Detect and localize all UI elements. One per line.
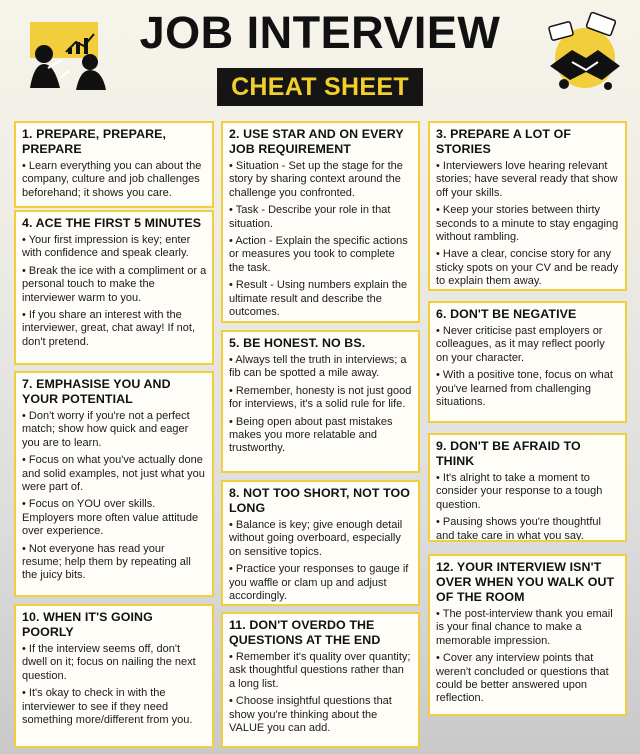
card-bullet: • Action - Explain the specific actions or measures you took to complete the task. (229, 235, 413, 275)
card-interview-not-over (428, 554, 627, 716)
card-title: 12. YOUR INTERVIEW ISN'T OVER WHEN YOU WALK OUT OF THE ROOM (436, 560, 615, 604)
card-bullet: • With a positive tone, focus on what you've learned from challenging situations. (436, 369, 620, 409)
card-bullet: • Focus on what you've actually done and solid examples, not just what you were part of. (22, 454, 207, 494)
card-bullet: • Cover any interview points that weren't concluded or questions that could be better answered upon reflection. (436, 652, 620, 706)
card-title: 8. NOT TOO SHORT, NOT TOO LONG (229, 486, 411, 515)
card-bullet: • Remember it's quality over quantity; ask thoughtful questions rather than a long list. (229, 651, 413, 691)
page-title: JOB INTERVIEW (139, 7, 501, 58)
card-bullet: • Never criticise past employers or colleagues, as it may reflect poorly on your character. (436, 325, 620, 365)
card-title: 5. BE HONEST. NO BS. (229, 336, 366, 350)
card-bullet: • Have a clear, concise story for any sticky spots on your CV and be ready to explain them away. (436, 248, 620, 288)
card-bullet: • Being open about past mistakes makes you more relatable and trustworthy. (229, 416, 413, 456)
card-bullet: • Focus on YOU over skills. Employers more often value attitude over experience. (22, 498, 207, 538)
card-bullet: • Not everyone has read your resume; help them by repeating all the juicy bits. (22, 543, 207, 583)
card-bullet: • It's alright to take a moment to consider your response to a tough question. (436, 472, 620, 512)
card-use-star (221, 121, 420, 323)
card-bullet: • Remember, honesty is not just good for interviews, it's a solid rule for life. (229, 385, 413, 412)
card-bullet: • Learn everything you can about the company, culture and job challenges beforehand; it shows you care. (22, 160, 207, 200)
card-bullet: • It's okay to check in with the interviewer to see if they need something more/different from you. (22, 687, 207, 727)
card-bullet: • Choose insightful questions that show you're thinking about the VALUE you can add. (229, 695, 413, 735)
card-bullet: • Always tell the truth in interviews; a fib can be spotted a mile away. (229, 354, 413, 381)
card-emphasise-you (14, 371, 214, 597)
card-bullet: • Balance is key; give enough detail without going overboard, especially on sensitive topics. (229, 519, 413, 559)
card-questions-at-end (221, 612, 420, 748)
card-bullet: • Interviewers love hearing relevant stories; have several ready that show off your skills. (436, 160, 620, 200)
card-not-too-short (221, 480, 420, 606)
card-be-honest (221, 330, 420, 473)
card-title: 9. DON'T BE AFRAID TO THINK (436, 439, 581, 468)
card-title: 6. DON'T BE NEGATIVE (436, 307, 577, 321)
card-bullet: • Don't worry if you're not a perfect match; show how quick and eager you are to learn. (22, 410, 207, 450)
card-title: 4. ACE THE FIRST 5 MINUTES (22, 216, 202, 230)
card-bullet: • If you share an interest with the interviewer, great, chat away! If not, don't pretend. (22, 309, 207, 349)
card-title: 10. WHEN IT'S GOING POORLY (22, 610, 153, 639)
card-bullet: • Result - Using numbers explain the ultimate result and describe the outcomes. (229, 279, 413, 319)
card-bullet: • Situation - Set up the stage for the story by sharing context around the challenge you confronted. (229, 160, 413, 200)
card-bullet: • Pausing shows you're thoughtful and take care in what you say. (436, 516, 620, 542)
card-title: 11. DON'T OVERDO THE QUESTIONS AT THE END (229, 618, 381, 647)
card-bullet: • Practice your responses to gauge if you waffle or clam up and adjust accordingly. (229, 563, 413, 603)
card-bullet: • Keep your stories between thirty seconds to a minute to stay engaging without rambling. (436, 204, 620, 244)
card-prepare (14, 121, 214, 208)
card-bullet: • The post-interview thank you email is your final chance to make a memorable impression. (436, 608, 620, 648)
card-bullet: • Your first impression is key; enter with confidence and speak clearly. (22, 234, 207, 261)
card-title: 7. EMPHASISE YOU AND YOUR POTENTIAL (22, 377, 171, 406)
card-bullet: • Task - Describe your role in that situation. (229, 204, 413, 231)
page-subtitle: CHEAT SHEET (217, 68, 423, 106)
card-bullet: • Break the ice with a compliment or a personal touch to make the interviewer warm to you. (22, 265, 207, 305)
card-first-5-minutes (14, 210, 214, 365)
card-going-poorly (14, 604, 214, 748)
card-dont-be-negative (428, 301, 627, 423)
card-title: 2. USE STAR AND ON EVERY JOB REQUIREMENT (229, 127, 404, 156)
card-bullet: • If the interview seems off, don't dwell on it; focus on nailing the next question. (22, 643, 207, 683)
card-lot-of-stories (428, 121, 627, 291)
card-title: 3. PREPARE A LOT OF STORIES (436, 127, 571, 156)
card-title: 1. PREPARE, PREPARE, PREPARE (22, 127, 167, 156)
card-afraid-to-think (428, 433, 627, 542)
